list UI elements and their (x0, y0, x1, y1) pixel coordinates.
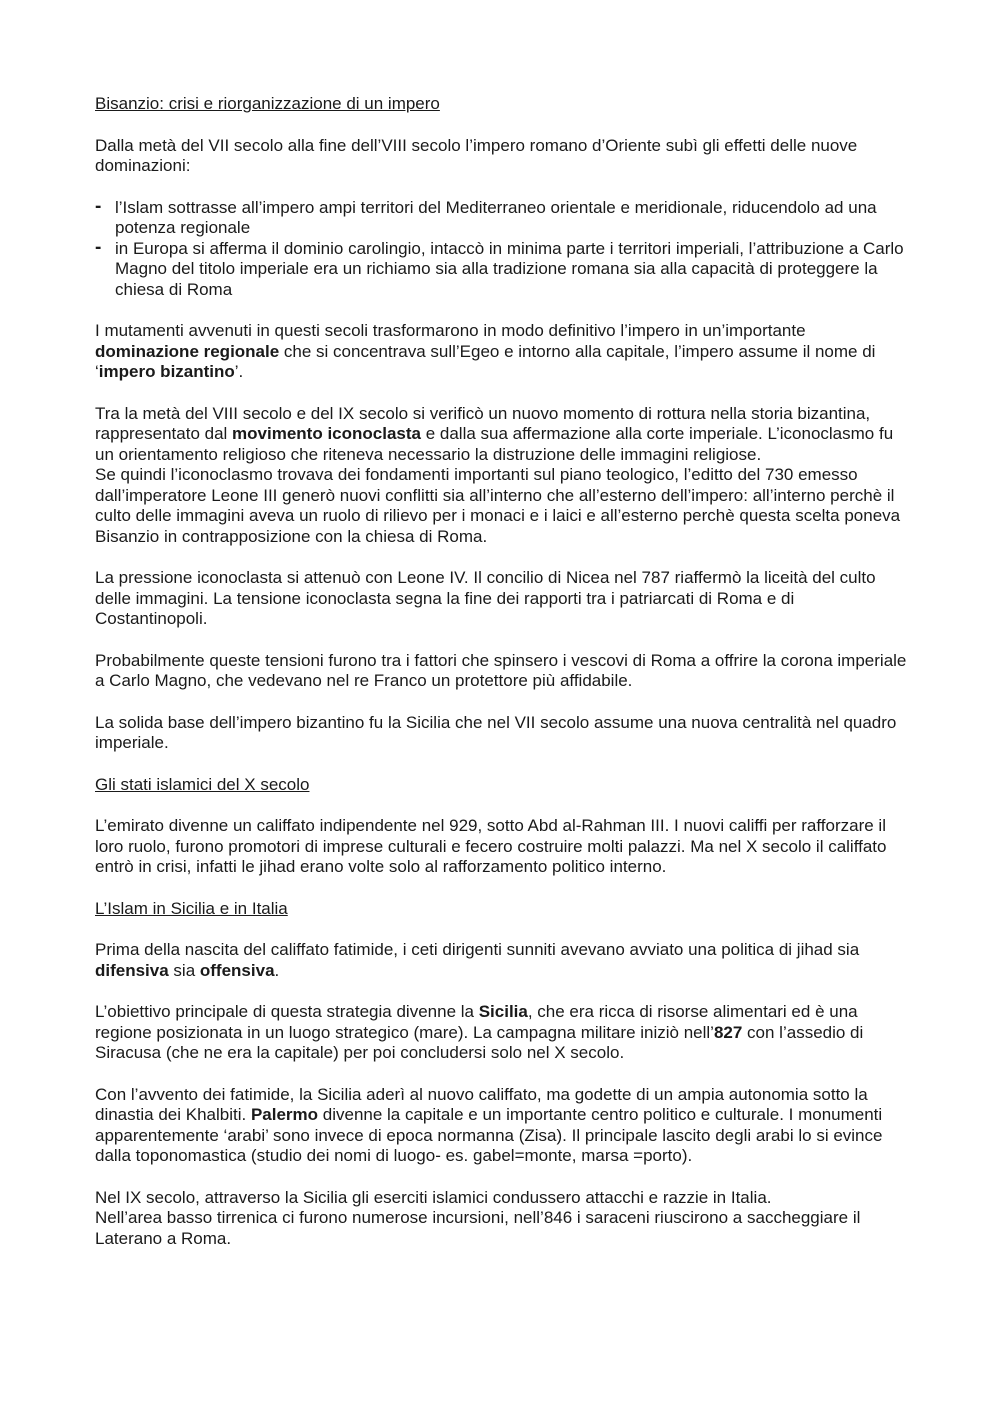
bullet-list (95, 195, 910, 301)
text-run: con l’assedio di Siracusa (che ne era la capitale) per poi concludersi solo nel X secolo. (95, 1022, 864, 1062)
text-run: Se quindi l’iconoclasmo trovava dei fondamenti importanti sul piano teologico, l’editto del 730 emesso dall’imperatore Leone III generò nuovi conflitti sia all’interno che all’esterno dell’impero: all’interno perchè il culto delle immagini aveva un ruolo di rilievo per i monaci e i laici e all’esterno perchè questa scelta poneva Bisanzio in contrapposizione con la chiesa di Roma. (95, 465, 901, 546)
bold-term: Palermo (250, 1105, 319, 1124)
list-item (95, 236, 910, 301)
bold-term: dominazione regionale (95, 341, 280, 361)
text-run: L’obiettivo principale di questa strategia divenne la (95, 1002, 479, 1021)
bold-term: Sicilia (478, 1002, 528, 1021)
paragraph-mutamenti (95, 321, 910, 383)
text-run: I mutamenti avvenuti in questi secoli trasformarono in modo definitivo l’impero in un’importante (95, 321, 806, 340)
text-run: . (274, 960, 280, 980)
bold-term: impero bizantino (98, 362, 235, 381)
text-run: Con l’avvento dei fatimide, la Sicilia aderì al nuovo califfato, ma godette di un ampia autonomia sotto la dinastia dei Khalbiti. (95, 1084, 868, 1124)
paragraph-emirato: L’emirato divenne un califfato indipendente nel 929, sotto Abd al-Rahman III. I nuovi califfi per rafforzare il loro ruolo, furono promotori di imprese culturali e fecero costruire molti palazzi. Ma nel X secolo il califfato entrò in crisi, infatti le jihad erano volte solo al rafforzamento politico interno. (95, 816, 887, 876)
text-run: Prima della nascita del califfato fatimide, i ceti dirigenti sunniti avevano avviato una politica di jihad sia (95, 940, 860, 959)
paragraph-probabilmente: Probabilmente queste tensioni furono tra i fattori che spinsero i vescovi di Roma a offrire la corona imperiale a Carlo Magno, che vedevano nel re Franco un protettore più affidabile. (95, 650, 907, 690)
document-page (95, 94, 910, 1270)
section-heading-bisanzio: Bisanzio: crisi e riorganizzazione di un impero (95, 94, 440, 113)
text-run: , che era ricca di risorse alimentari ed è una regione posizionata in un luogo strategico (mare). La campagna militare iniziò nell’ (95, 1002, 858, 1042)
paragraph-intro: Dalla metà del VII secolo alla fine dell’VIII secolo l’impero romano d’Oriente subì gli effetti delle nuove dominazioni: (95, 135, 858, 175)
paragraph-iconoclasta (95, 404, 910, 548)
list-item (95, 195, 910, 239)
bold-term: 827 (713, 1022, 743, 1042)
text-run: sia (168, 960, 200, 980)
bold-term: movimento iconoclasta (232, 424, 421, 443)
paragraph-sicilia-base: La solida base dell’impero bizantino fu la Sicilia che nel VII secolo assume una nuova centralità nel quadro imperiale. (95, 712, 897, 752)
text-run: Nell’area basso tirrenica ci furono numerose incursioni, nell’846 i saraceni riuscirono a saccheggiare il Laterano a Roma. (95, 1208, 861, 1248)
paragraph-prima (95, 940, 910, 981)
bullet-text: l’Islam sottrasse all’impero ampi territori del Mediterraneo orientale e meridionale, riducendolo ad una potenza regionale (115, 197, 877, 237)
paragraph-obiettivo (95, 1002, 910, 1064)
paragraph-pressione: La pressione iconoclasta si attenuò con Leone IV. Il concilio di Nicea nel 787 riaffermò la liceità del culto delle immagini. La tensione iconoclasta segna la fine dei rapporti tra i patriarcati di Roma e di Costantinopoli. (95, 568, 876, 628)
text-run: ’. (234, 362, 244, 381)
bold-term: difensiva (95, 960, 169, 980)
paragraph-ix-secolo (95, 1188, 910, 1250)
section-heading-stati-islamici: Gli stati islamici del X secolo (95, 774, 310, 794)
text-run: che si concentrava sull’Egeo e intorno alla capitale, l’impero assume il nome di ‘ (95, 341, 876, 381)
text-run: e dalla sua affermazione alla corte imperiale. L’iconoclasmo fu un orientamento religioso che riteneva necessario la distruzione delle immagini religiose. (95, 424, 894, 464)
text-run: Tra la metà del VIII secolo e del IX secolo si verificò un nuovo momento di rottura nella storia bizantina, rappresentato dal (95, 403, 871, 443)
bullet-text: in Europa si afferma il dominio carolingio, intaccò in minima parte i territori imperiali, l’attribuzione a Carlo Magno del titolo imperiale era un richiamo sia alla tradizione romana sia alla capacità di proteggere la chiesa di Roma (115, 238, 904, 299)
bullet-dash: - (95, 195, 102, 217)
paragraph-fatimide (95, 1085, 910, 1167)
section-heading-islam-sicilia: L’Islam in Sicilia e in Italia (95, 898, 288, 918)
text-run: divenne la capitale e un importante centro politico e culturale. I monumenti apparentemente ‘arabi’ sono invece di epoca normanna (Zisa). Il principale lascito degli arabi lo si evince dalla toponomastica (studio dei nomi di luogo- es. gabel=monte, marsa =porto). (95, 1105, 883, 1165)
text-run: Nel IX secolo, attraverso la Sicilia gli eserciti islamici condussero attacchi e razzie in Italia. (95, 1187, 772, 1207)
bullet-dash: - (95, 236, 102, 258)
bold-term: offensiva (199, 960, 275, 980)
